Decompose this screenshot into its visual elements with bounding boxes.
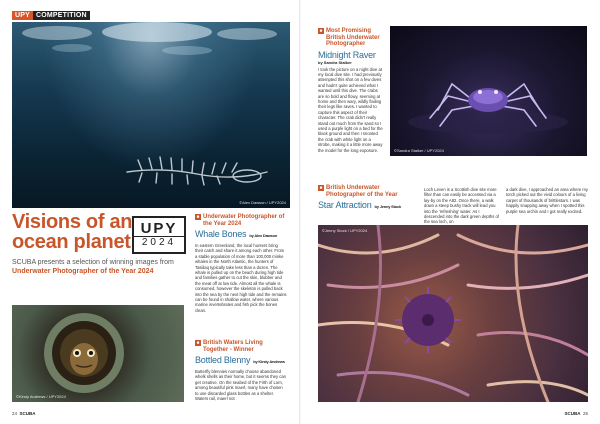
whale-headline xyxy=(195,229,287,241)
star-kicker-text: British Underwater Photographer of the Year xyxy=(326,185,398,198)
blenny-bottle-graphic xyxy=(12,305,184,402)
raver-headline: Midnight Raver xyxy=(318,49,376,60)
brittlestar-graphic xyxy=(318,225,588,402)
star-byline: by Jenny Stock xyxy=(374,204,402,209)
intro-emphasis: Underwater Photographer of the Year 2024 xyxy=(12,268,154,275)
raver-kicker-text: Most Promising British Underwater Photographer xyxy=(326,28,380,47)
article-whale-bones xyxy=(195,214,287,313)
star-kicker xyxy=(318,185,418,198)
right-page-number: 25 xyxy=(582,411,588,416)
blenny-byline: by Kirsty Andrews xyxy=(253,359,285,364)
whale-photo-credit: ©Alex Dawson / UPY2024 xyxy=(239,200,286,205)
star-photo-credit: ©Jenny Stock / UPY2024 xyxy=(322,228,368,233)
blenny-photo-credit: ©Kirsty Andrews / UPY2024 xyxy=(16,394,66,399)
whale-body: In eastern Greenland, the local hunters bring their catch and share it among each other. From a stable population of more than 100,000 minke whales in the North Atlantic, the hunters of Tasiilaq typically take less than a dozen. The whale is pulled up on the beach during high tide and families gather to cut the skin, blubber and the meat off at low tide. Almost all the whale is consumed, however the skeleton is pulled back into the sea by the next high tide and the remains can be found in shallow water, where various marine invertebrates and fish pick the bones clean. xyxy=(195,243,287,313)
blenny-headline-text: Bottled Blenny xyxy=(195,355,251,365)
section-tag-upy: UPY xyxy=(12,11,33,20)
whale-kicker xyxy=(195,214,287,227)
blenny-headline xyxy=(195,355,287,367)
blenny-kicker-text: British Waters Living Together - Winner xyxy=(203,340,263,353)
camera-icon: ■ xyxy=(196,339,200,345)
feature-title: Visions of an ocean planet xyxy=(12,211,133,253)
right-page-footer xyxy=(564,411,588,416)
intro-lead: SCUBA presents a selection of winning images from xyxy=(12,259,174,266)
camera-icon: ■ xyxy=(196,213,200,219)
whale-kicker-text: Underwater Photographer of the Year 2024 xyxy=(203,214,285,227)
blenny-kicker xyxy=(195,340,287,353)
whale-skeleton-graphic xyxy=(122,142,272,192)
raver-kicker xyxy=(318,28,384,48)
article-bottled-blenny xyxy=(195,340,287,401)
crab-graphic xyxy=(390,26,587,156)
camera-icon: ■ xyxy=(319,27,323,33)
star-body-col1: Loch Leven is a Scottish dive site more filter than can easily be accessed via a lay-by on the A82. Once there, a walk down a steep bushy track will lead you into the 'refreshing' water. As I descended into the dark green depths of the sea loch, on xyxy=(424,187,499,225)
left-page-number: 24 xyxy=(12,411,18,416)
whale-bones-photo xyxy=(12,22,290,208)
section-tag xyxy=(12,10,90,20)
left-page-footer xyxy=(12,411,36,416)
whale-headline-text: Whale Bones xyxy=(195,229,247,239)
upy-2024-logo xyxy=(132,216,186,254)
raver-body: I took the picture on a night dive at my local dive site. I had previously attempted this shot on a few dives and hadn't quite achieved what I wanted until this dive. The crabs are so bold and flowy, seeming at home and then wary, wildly flailing their legs like raves. I wanted to capture this aspect of their character. The crab didn't really stand out much from the sand so I used a purple light on a bed for the black ground and then I snooted the crab with white light on a strobe, making it a little more away the model for the long exposure. xyxy=(318,66,383,153)
left-magazine-name: SCUBA xyxy=(19,411,36,416)
star-body-col2: a dark dive, I approached an area where my torch picked out the vivid colours of a living carpet of thousands of brittlestars. I was happily snapping away when I spotted this purple sea urchin and I got really excited. xyxy=(506,187,588,214)
whale-byline: by Alex Dawson xyxy=(249,233,278,238)
crab-photo xyxy=(390,26,587,156)
right-magazine-name: SCUBA xyxy=(564,411,581,416)
article-star-attraction xyxy=(318,185,418,212)
crab-photo-credit: ©Sandra Stalker / UPY2024 xyxy=(394,148,444,153)
blenny-photo xyxy=(12,305,184,402)
article-midnight-raver xyxy=(318,28,384,153)
star-headline-text: Star Attraction xyxy=(318,200,372,210)
upy-logo-year: 2024 xyxy=(134,236,184,249)
feature-intro xyxy=(12,258,190,276)
brittlestar-photo xyxy=(318,225,588,402)
star-headline xyxy=(318,200,418,212)
camera-icon: ■ xyxy=(319,184,323,190)
blenny-body: Butterfly blennies normally choose abandoned whelk shells as their home, but it seems they can get creative. On the seabed of the Firth of Lorn, among beautiful pink maerl, many have chosen to use discarded glass bottles as a shelter. Waters rail, maerl not xyxy=(195,369,287,402)
page-gutter xyxy=(299,0,301,424)
upy-logo-text: UPY xyxy=(140,220,178,237)
section-tag-competition: COMPETITION xyxy=(33,11,90,20)
raver-byline: by Sandra Stalker xyxy=(318,59,352,65)
